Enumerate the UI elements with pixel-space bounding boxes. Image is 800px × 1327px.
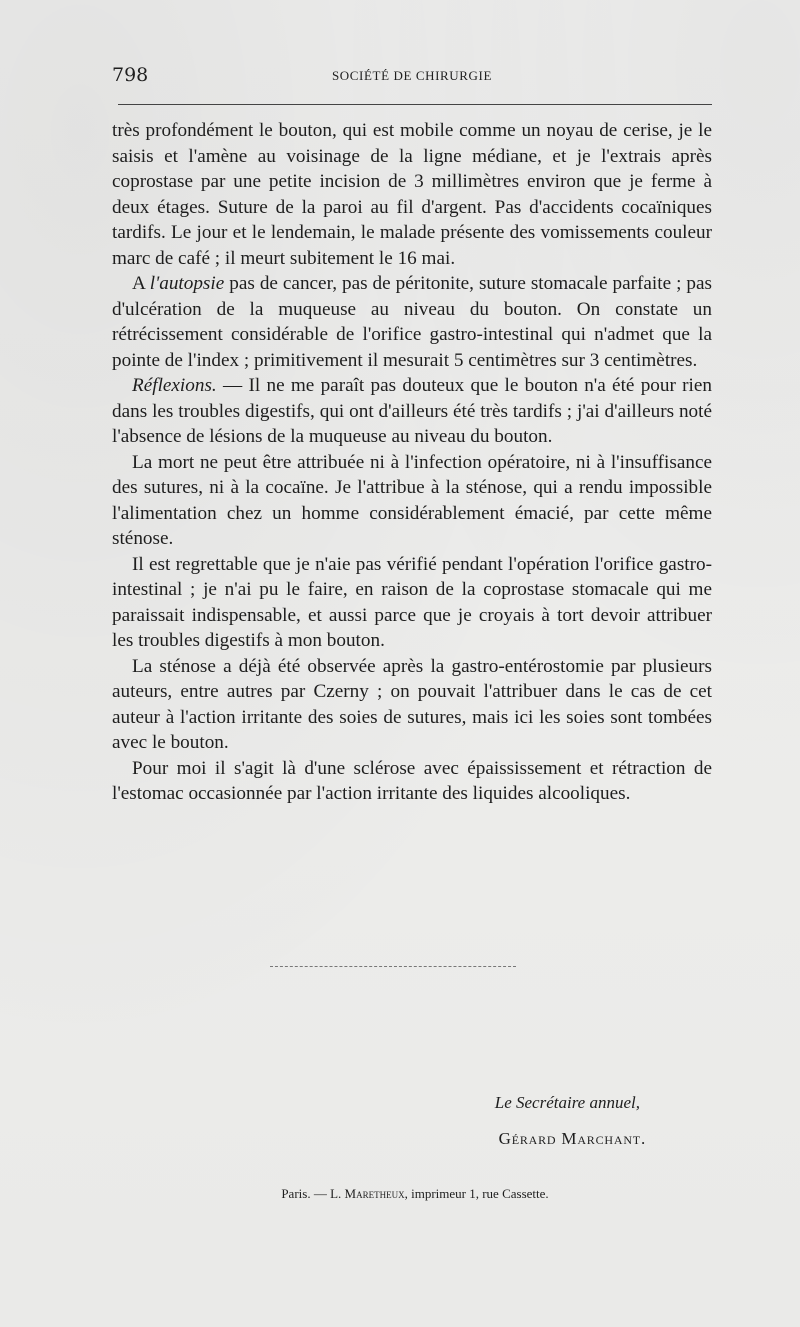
imprint-printer: Maretheux <box>344 1186 405 1201</box>
imprint-city: Paris. — L. <box>281 1186 345 1201</box>
header-rule <box>118 104 712 105</box>
paragraph-2-rest: pas de cancer, pas de péritonite, suture stomacale parfaite ; pas d'ulcération de la muqueuse au niveau du bouton. On constate un rétrécissement considérable de l'orifice gastro-intestinal qui n'admet que la pointe de l'index ; primitivement il mesurait 5 centimètres sur 3 centimètres. <box>112 273 712 371</box>
paragraph-7: Pour moi il s'agit là d'une sclérose avec épaississement et rétraction de l'estomac occasionnée par l'action irritante des liquides alcooliques. <box>112 757 712 804</box>
paragraph-2-italic: l'autopsie <box>149 273 225 294</box>
signature-name: Gérard Marchant. <box>498 1129 646 1148</box>
paragraph-4: La mort ne peut être attribuée ni à l'infection opératoire, ni à l'insuffisance des sutures, ni à la cocaïne. Je l'attribue à la sténose, qui a rendu impossible l'alimentation chez un homme considérablement émacié, par cette même sténose. <box>112 451 712 549</box>
paragraph-6: La sténose a déjà été observée après la gastro-entérostomie par plusieurs auteurs, entre autres par Czerny ; on pouvait l'attribuer dans le cas de cet auteur à l'action irritante des soies de sutures, mais ici les soies sont tombées avec le bouton. <box>112 655 712 753</box>
paragraph-2 <box>112 271 712 373</box>
paragraph-3-italic: Réflexions. <box>132 375 217 396</box>
section-separator <box>270 966 516 967</box>
page-header <box>112 64 712 90</box>
signature-block <box>494 1085 646 1157</box>
running-head: SOCIÉTÉ DE CHIRURGIE <box>331 68 493 83</box>
body-text <box>112 118 712 807</box>
signature-title: Le Secrétaire annuel, <box>494 1093 640 1112</box>
paragraph-3 <box>112 373 712 450</box>
paragraph-1: très profondément le bouton, qui est mobile comme un noyau de cerise, je le saisis et l'amène au voisinage de la ligne médiane, et je l'extrais après coprostase par une petite incision de 3 millimètres environ que je ferme à deux étages. Suture de la paroi au fil d'argent. Pas d'accidents cocaïniques tardifs. Le jour et le lendemain, le malade présente des vomissements couleur marc de café ; il meurt subitement le 16 mai. <box>112 120 712 269</box>
paragraph-5: Il est regrettable que je n'aie pas vérifié pendant l'opération l'orifice gastro-intestinal ; je n'ai pu le faire, en raison de la coprostase stomacale qui me paraissait indispensable, et aussi parce que je croyais à tort devoir attribuer les troubles digestifs à mon bouton. <box>112 553 712 651</box>
paragraph-2-lead: A <box>132 273 150 294</box>
page-number: 798 <box>112 64 149 86</box>
printer-imprint <box>0 1186 800 1202</box>
paragraph-3-rest: — Il ne me paraît pas douteux que le bouton n'a été pour rien dans les troubles digestifs, qui ont d'ailleurs été très tardifs ; j'ai d'ailleurs noté l'absence de lésions de la muqueuse au niveau du bouton. <box>112 375 712 447</box>
imprint-rest: , imprimeur 1, rue Cassette. <box>404 1186 549 1201</box>
